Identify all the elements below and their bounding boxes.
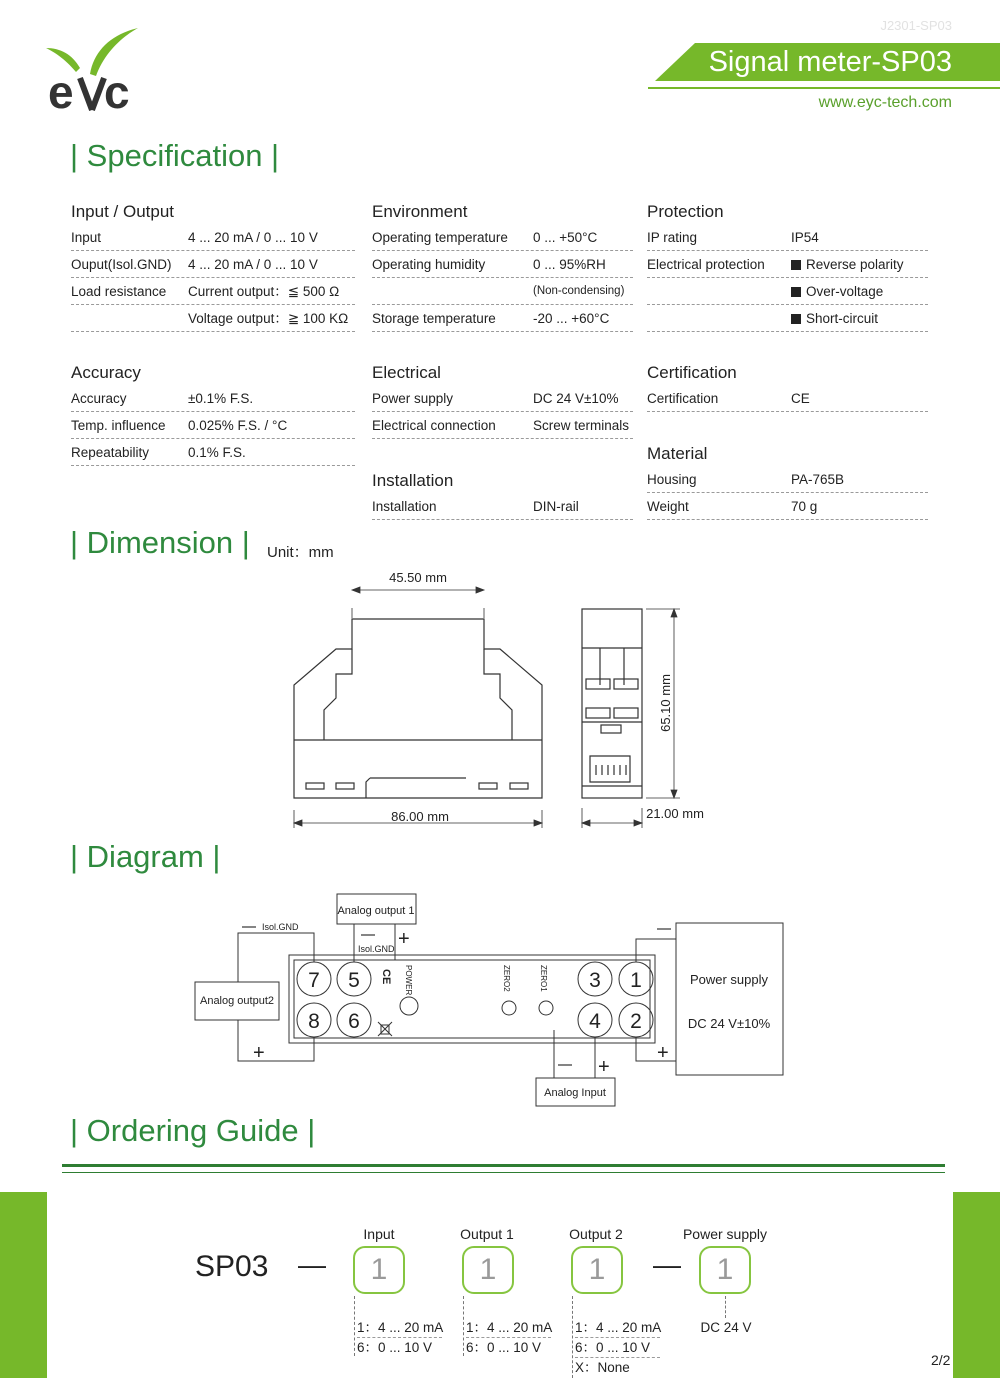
- page-number: 2/2: [931, 1352, 951, 1368]
- spec-row: Ouput(Isol.GND) 4 ... 20 mA / 0 ... 10 V: [71, 251, 355, 278]
- weee-icon: [378, 1022, 392, 1036]
- spec-row: Short-circuit: [647, 305, 928, 332]
- diagram-heading: | Diagram |: [70, 839, 221, 874]
- group-title: Certification: [647, 363, 737, 382]
- left-accent-bar: [0, 1192, 47, 1378]
- terminal-6: 6: [348, 1010, 360, 1033]
- terminal-8: 8: [308, 1010, 320, 1033]
- power-supply-label: Power supply: [689, 972, 769, 987]
- spec-row: Temp. influence 0.025% F.S. / °C: [71, 412, 355, 439]
- spec-group-io: [71, 202, 355, 332]
- bullet-square-icon: [791, 314, 801, 324]
- plus-sign: +: [657, 1042, 669, 1064]
- analog-output-1-label: Analog output 1: [337, 905, 415, 917]
- spec-row: Operating humidity 0 ... 95%RH: [372, 251, 633, 278]
- ordering-divider: [62, 1164, 945, 1167]
- spec-row: IP rating IP54: [647, 224, 928, 251]
- terminal-1: 1: [630, 969, 642, 992]
- ordering-code-input[interactable]: 1: [353, 1246, 405, 1294]
- terminal-2: 2: [630, 1010, 642, 1033]
- plus-sign: +: [598, 1056, 610, 1078]
- ordering-label-power: Power supply: [682, 1226, 768, 1242]
- dimension-unit: Unit：mm: [267, 544, 334, 561]
- dimension-heading: | Dimension |: [70, 525, 250, 560]
- wiring-diagram: [180, 885, 800, 1115]
- spec-group-protection: [647, 202, 928, 332]
- spec-row: Certification CE: [647, 385, 928, 412]
- specification-heading: | Specification |: [70, 138, 280, 173]
- spec-row: Power supply DC 24 V±10%: [372, 385, 633, 412]
- spec-row: Repeatability 0.1% F.S.: [71, 439, 355, 466]
- ordering-options-input: 1：4 ... 20 mA 6：0 ... 10 V: [357, 1320, 444, 1355]
- ordering-dash: —: [298, 1249, 326, 1280]
- group-title: Input / Output: [71, 202, 175, 221]
- ordering-model: SP03: [195, 1250, 269, 1283]
- ordering-code-output1[interactable]: 1: [462, 1246, 514, 1294]
- spec-row: Storage temperature -20 ... +60°C: [372, 305, 633, 332]
- spec-group-certification: [647, 363, 928, 412]
- bullet-square-icon: [791, 260, 801, 270]
- terminal-7: 7: [308, 969, 320, 992]
- ordering-code-power[interactable]: 1: [699, 1246, 751, 1294]
- isol-gnd-label: Isol.GND: [358, 944, 395, 954]
- spec-row: Load resistance Current output：≦ 500 Ω: [71, 278, 355, 305]
- document-code: J2301-SP03: [880, 18, 952, 33]
- dim-depth: 21.00 mm: [646, 806, 704, 821]
- ordering-label-input: Input: [363, 1226, 395, 1242]
- bullet-square-icon: [791, 287, 801, 297]
- spec-group-accuracy: [71, 363, 355, 466]
- group-title: Protection: [647, 202, 724, 221]
- document-title: Signal meter-SP03: [708, 46, 952, 78]
- dim-top-width: 45.50 mm: [389, 570, 447, 585]
- terminal-3: 3: [589, 969, 601, 992]
- eyc-logo: [46, 22, 142, 118]
- zero2-label: ZERO2: [502, 965, 511, 992]
- ordering-dash: —: [653, 1249, 681, 1280]
- spec-group-environment: [372, 202, 633, 332]
- spec-row: Weight 70 g: [647, 493, 928, 520]
- option-guide-line: [725, 1296, 726, 1318]
- svg-text:c: c: [104, 66, 130, 118]
- analog-output-2-label: Analog output2: [199, 995, 275, 1007]
- spec-row: (Non-condensing): [372, 278, 633, 305]
- spec-row: Electrical connection Screw terminals: [372, 412, 633, 439]
- ordering-divider-thin: [62, 1172, 945, 1173]
- plus-sign: +: [398, 928, 410, 950]
- spec-group-electrical: [372, 363, 633, 439]
- spec-row: Over-voltage: [647, 278, 928, 305]
- spec-row: Voltage output：≧ 100 KΩ: [71, 305, 355, 332]
- spec-row: Housing PA-765B: [647, 466, 928, 493]
- dim-height: 65.10 mm: [658, 674, 673, 732]
- spec-row: Input 4 ... 20 mA / 0 ... 10 V: [71, 224, 355, 251]
- zero1-label: ZERO1: [539, 965, 548, 992]
- dimension-drawing: [280, 560, 720, 835]
- ordering-heading: | Ordering Guide |: [70, 1113, 316, 1148]
- spec-group-material: [647, 444, 928, 520]
- ordering-options-power: DC 24 V: [700, 1320, 752, 1335]
- spec-row: Electrical protection Reverse polarity: [647, 251, 928, 278]
- analog-input-label: Analog Input: [544, 1087, 606, 1099]
- right-accent-bar: [953, 1192, 1000, 1378]
- group-title: Environment: [372, 202, 468, 221]
- spec-row: Operating temperature 0 ... +50°C: [372, 224, 633, 251]
- ce-mark: CE: [380, 969, 392, 985]
- plus-sign: +: [253, 1042, 265, 1064]
- website-link[interactable]: www.eyc-tech.com: [818, 94, 952, 111]
- option-guide-line: [572, 1296, 573, 1378]
- group-title: Material: [647, 444, 708, 463]
- ordering-label-output2: Output 2: [569, 1226, 623, 1242]
- ordering-options-output2: 1：4 ... 20 mA 6：0 ... 10 V X：None: [575, 1320, 662, 1375]
- spec-group-installation: [372, 471, 633, 520]
- option-guide-line: [354, 1296, 355, 1356]
- isol-gnd-label: Isol.GND: [262, 922, 299, 932]
- terminal-4: 4: [589, 1010, 601, 1033]
- terminal-5: 5: [348, 969, 360, 992]
- dim-bottom-width: 86.00 mm: [391, 809, 449, 824]
- option-guide-line: [463, 1296, 464, 1356]
- title-underline: [648, 87, 1000, 89]
- group-title: Electrical: [372, 363, 441, 382]
- group-title: Accuracy: [71, 363, 141, 382]
- power-supply-value: DC 24 V±10%: [687, 1016, 771, 1031]
- ordering-code-output2[interactable]: 1: [571, 1246, 623, 1294]
- ordering-label-output1: Output 1: [460, 1226, 514, 1242]
- svg-text:e: e: [48, 66, 74, 118]
- ordering-options-output1: 1：4 ... 20 mA 6：0 ... 10 V: [466, 1320, 553, 1355]
- spec-row: Installation DIN-rail: [372, 493, 633, 520]
- power-led-label: POWER: [404, 965, 413, 996]
- spec-row: Accuracy ±0.1% F.S.: [71, 385, 355, 412]
- group-title: Installation: [372, 471, 454, 490]
